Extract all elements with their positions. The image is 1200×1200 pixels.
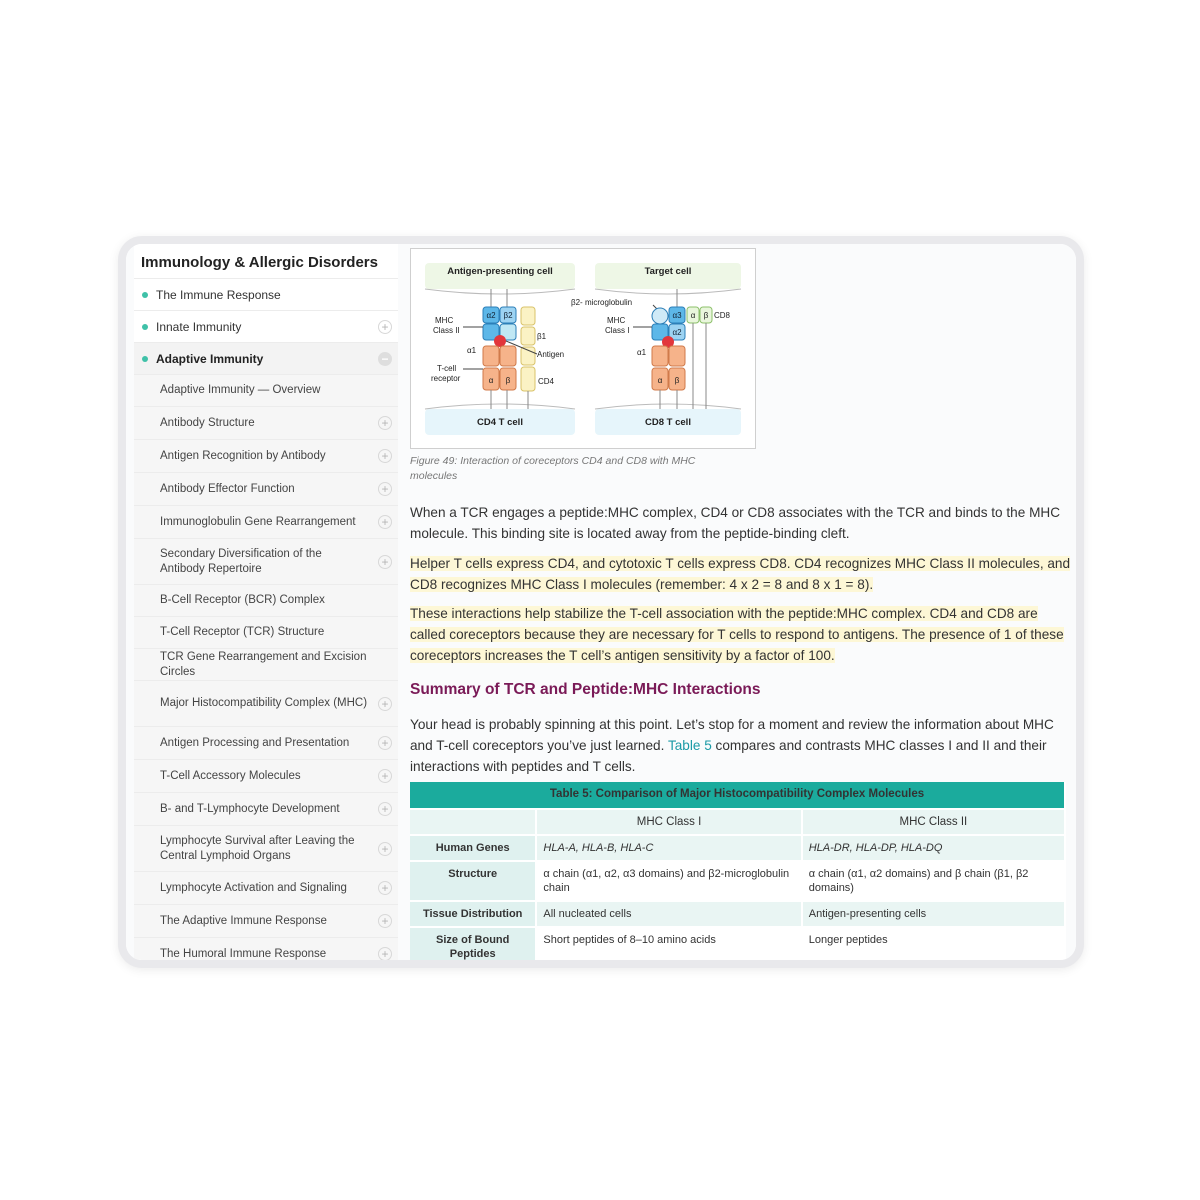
expand-plus-icon[interactable]: + <box>378 769 392 783</box>
expand-plus-icon[interactable]: + <box>378 416 392 430</box>
sidebar-subitem-label: Antibody Effector Function <box>160 482 295 495</box>
cd4-domain-4 <box>521 367 535 391</box>
sidebar-subitem-label: Immunoglobulin Gene Rearrangement <box>160 515 356 528</box>
bullet-dot-icon <box>142 292 148 298</box>
bullet-dot-icon <box>142 324 148 330</box>
mhc2-label: MHC <box>435 316 454 325</box>
coreceptor-diagram <box>411 249 755 448</box>
sidebar-nav <box>134 244 398 960</box>
sidebar-subitem-label: TCR Gene Rearrangement and Excision Circles <box>160 650 367 678</box>
table-cell: HLA-DR, HLA-DP, HLA-DQ <box>803 836 1066 862</box>
expand-plus-icon[interactable]: + <box>378 555 392 569</box>
summary-text-end: compares and contrasts MHC classes I and II and their interactions with peptides and T cells. <box>410 738 1047 774</box>
table-row <box>410 862 1066 902</box>
sidebar-item-label: Innate Immunity <box>156 319 242 334</box>
sidebar-subitem[interactable] <box>134 473 398 506</box>
antigen-label: Antigen <box>537 350 565 359</box>
row-header: Human Genes <box>410 836 537 862</box>
table-row <box>410 836 1066 862</box>
expand-plus-icon[interactable]: + <box>378 515 392 529</box>
expand-plus-icon[interactable]: + <box>378 842 392 856</box>
sidebar-subitem[interactable] <box>134 585 398 617</box>
cd8-label: CD8 <box>714 311 731 320</box>
summary-text: Your head is probably spinning at this point. Let’s stop for a moment and review the information about MHC and T-cell coreceptors you’ve just learned. <box>410 717 1054 753</box>
row-header: Structure <box>410 862 537 902</box>
mhc2-alpha2-label: α2 <box>486 311 496 320</box>
expand-plus-icon[interactable]: + <box>378 947 392 960</box>
sidebar-subitem-label: Lymphocyte Activation and Signaling <box>160 881 347 894</box>
sidebar-subitem[interactable] <box>134 440 398 473</box>
expand-plus-icon[interactable]: + <box>378 914 392 928</box>
sidebar-subitem-label: Secondary Diversification of the Antibody Repertoire <box>160 547 322 575</box>
sidebar-subitem-label: Major Histocompatibility Complex (MHC) <box>160 697 368 709</box>
expand-plus-icon[interactable]: + <box>378 697 392 711</box>
sidebar-subitem[interactable] <box>134 872 398 905</box>
table-cell: All nucleated cells <box>537 902 802 928</box>
main-content <box>410 244 1076 960</box>
mhc1-class-label: Class I <box>605 326 630 335</box>
sidebar-item-innate-immunity[interactable] <box>134 311 398 343</box>
expand-plus-icon[interactable]: + <box>378 881 392 895</box>
cd4-domain-2 <box>521 327 535 345</box>
sidebar-item-immune-response[interactable] <box>134 279 398 311</box>
tcr-alpha-label-right: α <box>657 376 663 385</box>
tcr-beta-label-right: β <box>674 376 680 385</box>
tcr-beta-label-left: β <box>505 376 511 385</box>
alpha1-label-right: α1 <box>637 348 647 357</box>
sidebar-item-label: Adaptive Immunity <box>156 351 264 366</box>
tcr-upper-alpha-right <box>652 346 668 366</box>
apc-membrane <box>425 289 575 294</box>
table-row <box>410 928 1066 960</box>
target-membrane <box>595 289 741 294</box>
sidebar-subitem-label: T-Cell Accessory Molecules <box>160 769 301 782</box>
b2m-domain <box>652 308 668 324</box>
tcr-label: T-cell <box>437 364 457 373</box>
sidebar-item-label: The Immune Response <box>156 287 281 302</box>
table-header-class-i: MHC Class I <box>537 810 802 836</box>
sidebar-item-adaptive-immunity[interactable] <box>134 343 398 375</box>
paragraph-summary <box>410 714 1072 777</box>
row-header: Size of Bound Peptides <box>410 928 537 960</box>
table-cell: HLA-A, HLA-B, HLA-C <box>537 836 802 862</box>
sidebar-subitem[interactable] <box>134 905 398 938</box>
cd4-label: CD4 <box>538 377 555 386</box>
cd8-alpha-label: α <box>690 311 696 320</box>
expand-plus-icon[interactable]: + <box>378 736 392 750</box>
table-cell: Short peptides of 8–10 amino acids <box>537 928 802 960</box>
sidebar-subitem-label: B-Cell Receptor (BCR) Complex <box>160 594 325 606</box>
cd4-domain-1 <box>521 307 535 325</box>
sidebar-subitem[interactable] <box>134 649 398 681</box>
sidebar-subitem-label: B- and T-Lymphocyte Development <box>160 802 340 815</box>
sidebar-subitem[interactable] <box>134 938 398 960</box>
cd8-cell-label: CD8 T cell <box>645 417 691 428</box>
table-header-class-ii: MHC Class II <box>803 810 1066 836</box>
figure-caption: Figure 49: Interaction of coreceptors CD4 and CD8 with MHC molecules <box>410 455 696 482</box>
sidebar-subitem-label: Antigen Processing and Presentation <box>160 736 350 749</box>
mhc-comparison-table <box>410 782 1066 960</box>
sidebar-subitem[interactable] <box>134 539 398 585</box>
bullet-dot-icon <box>142 356 148 362</box>
cd4-cell-label: CD4 T cell <box>477 417 523 428</box>
expand-plus-icon[interactable]: + <box>378 482 392 496</box>
collapse-minus-icon[interactable]: − <box>378 352 392 366</box>
table-cell: Antigen-presenting cells <box>803 902 1066 928</box>
table-cell: Longer peptides <box>803 928 1066 960</box>
tablet-frame <box>118 236 1084 968</box>
highlighted-text: Helper T cells express CD4, and cytotoxic T cells express CD8. CD4 recognizes MHC Class II molecules, and CD8 recognizes MHC Class I molecules (remember: 4 x 2 = 8 and 8 x 1 = 8). <box>410 556 1071 592</box>
tcr-alpha-label-left: α <box>488 376 494 385</box>
target-title: Target cell <box>644 266 692 277</box>
table-5-link[interactable]: Table 5 <box>667 738 712 753</box>
beta1-label: β1 <box>537 332 547 341</box>
sidebar-subitem-label: T-Cell Receptor (TCR) Structure <box>160 626 325 638</box>
sidebar-subitem[interactable] <box>134 407 398 440</box>
table-cell: α chain (α1, α2, α3 domains) and β2-microglobulin chain <box>537 862 802 902</box>
cd4-membrane <box>425 404 575 409</box>
sidebar-subitem-label: Antigen Recognition by Antibody <box>160 449 326 462</box>
section-heading: Summary of TCR and Peptide:MHC Interactions <box>410 681 761 698</box>
apc-title: Antigen-presenting cell <box>447 266 553 277</box>
sidebar-subitem[interactable] <box>134 760 398 793</box>
tcr-upper-alpha-left <box>483 346 499 366</box>
table-corner-cell <box>410 810 537 836</box>
row-header: Tissue Distribution <box>410 902 537 928</box>
antigen-peptide-left <box>494 335 506 347</box>
b2m-label: β2- microglobulin <box>571 298 633 307</box>
mhc1-alpha3-label: α3 <box>672 311 682 320</box>
cd8-membrane <box>595 404 741 409</box>
highlighted-text: These interactions help stabilize the T-cell association with the peptide:MHC complex. CD4 and CD8 are called coreceptors because they are necessary for T cells to respond to antigens. The presence of 1 of these coreceptors increases the T cell’s antigen sensitivity by a factor of 100. <box>410 606 1064 663</box>
sidebar-title: Immunology & Allergic Disorders <box>134 244 398 279</box>
alpha1-label-left: α1 <box>467 346 477 355</box>
sidebar-subitem[interactable] <box>134 617 398 649</box>
mhc1-alpha2-label: α2 <box>672 328 682 337</box>
expand-plus-icon[interactable]: + <box>378 449 392 463</box>
screen <box>126 244 1076 960</box>
sidebar-subitem-label: Lymphocyte Survival after Leaving the Central Lymphoid Organs <box>160 834 355 862</box>
mhc2-beta2-label: β2 <box>503 311 513 320</box>
sidebar-subitem[interactable] <box>134 506 398 539</box>
expand-plus-icon[interactable]: + <box>378 320 392 334</box>
paragraph-cd4-cd8 <box>410 553 1072 595</box>
sidebar-subitem[interactable] <box>134 681 398 727</box>
figure-image <box>410 248 756 449</box>
table-caption: Table 5: Comparison of Major Histocompatibility Complex Molecules <box>410 782 1066 810</box>
tcr-upper-beta-right <box>669 346 685 366</box>
sidebar-subitem-label: Adaptive Immunity — Overview <box>160 384 321 396</box>
sidebar-subitem-label: Antibody Structure <box>160 416 255 429</box>
sidebar-subitem[interactable] <box>134 793 398 826</box>
sidebar-subitem-label: The Humoral Immune Response <box>160 947 327 960</box>
cd8-beta-label: β <box>703 311 709 320</box>
sidebar-subitem[interactable] <box>134 375 398 407</box>
sidebar-subitem[interactable] <box>134 727 398 760</box>
sidebar-subitem-label: The Adaptive Immune Response <box>160 914 327 927</box>
paragraph-tcr-engagement: When a TCR engages a peptide:MHC complex, CD4 or CD8 associates with the TCR and binds to the MHC molecule. This binding site is located away from the peptide-binding cleft. <box>410 505 1061 541</box>
expand-plus-icon[interactable]: + <box>378 802 392 816</box>
sidebar-subitem[interactable] <box>134 826 398 872</box>
table-row <box>410 902 1066 928</box>
mhc1-label: MHC <box>607 316 626 325</box>
paragraph-coreceptors <box>410 603 1072 666</box>
tcr-upper-beta-left <box>500 346 516 366</box>
tcr-label-line2: receptor <box>431 374 461 383</box>
mhc2-class-label: Class II <box>433 326 460 335</box>
table-cell: α chain (α1, α2 domains) and β chain (β1, β2 domains) <box>803 862 1066 902</box>
